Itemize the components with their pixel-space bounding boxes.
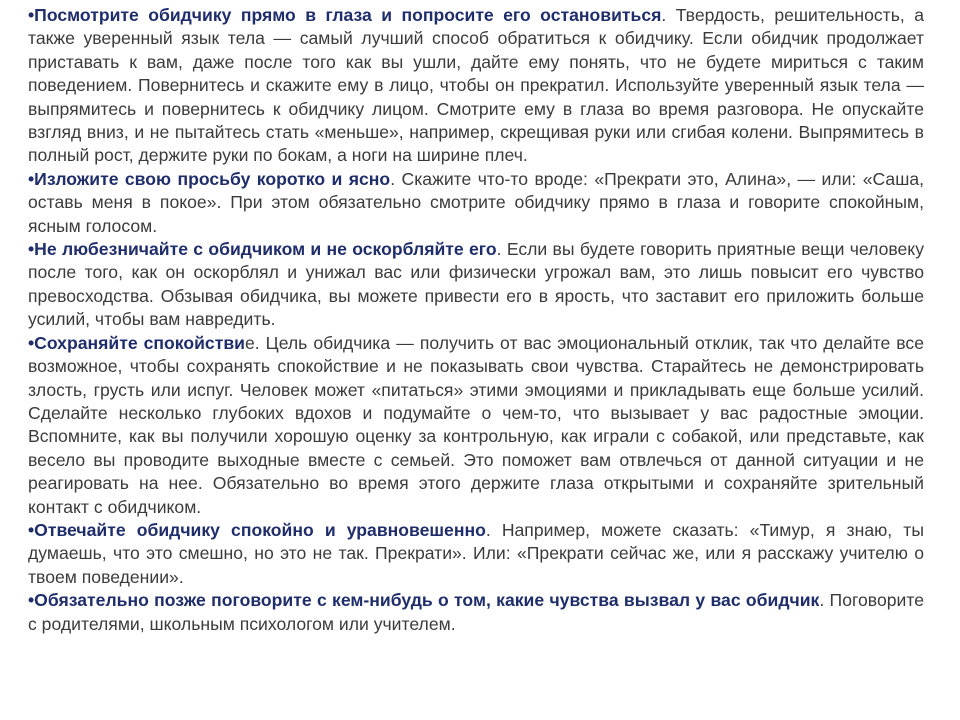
advice-item-6 xyxy=(28,589,924,636)
bullet-marker: • xyxy=(28,590,35,611)
bullet-marker: • xyxy=(28,5,35,25)
advice-heading: Не любезничайте с обидчиком и не оскорбляйте его xyxy=(34,239,497,260)
advice-heading-tail: е xyxy=(244,332,255,353)
advice-text: . Скажите что-то вроде: «Прекрати это, Алина», — или: «Саша, оставь меня в покое». При этом обязательно смотрите обидчику прямо в глаза и говорите спокойным, ясным голосом. xyxy=(28,168,924,236)
bullet-marker: • xyxy=(28,332,35,353)
advice-item-3 xyxy=(28,238,924,332)
advice-text: . Цель обидчика — получить от вас эмоциональный отклик, так что делайте все возможное, чтобы сохранять спокойствие и не показывать свои чувства. Старайтесь не демонстрировать злость, грусть или испуг. Человек может «питаться» этими эмоциями и прикладывать еще больше усилий. Сделайте несколько глубоких вдохов и подумайте о чем-то, что вызывает у вас радостные эмоции. Вспомните, как вы получили хорошую оценку за контрольную, как играли с собакой, или представьте, как весело вы проводите выходные вместе с семьей. Это поможет вам отвлечься от данной ситуации и не реагировать на нее. Обязательно во время этого держите глаза открытыми и сохраняйте зрительный контакт с обидчиком. xyxy=(28,332,924,517)
advice-text: . Твердость, решительность, а также уверенный язык тела — самый лучший способ обратиться к обидчику. Если обидчик продолжает приставать к вам, даже после того как вы ушли, дайте ему понять, что не будете мириться с таким поведением. Повернитесь и скажите ему в лицо, чтобы он прекратил. Используйте уверенный язык тела — выпрямитесь и повернитесь к обидчику лицом. Смотрите ему в глаза во время разговора. Не опускайте взгляд вниз, и не пытайтесь стать «меньше», например, скрещивая руки или сгибая колени. Выпрямитесь в полный рост, держите руки по бокам, а ноги на ширине плеч. xyxy=(28,5,924,166)
advice-heading: Отвечайте обидчику спокойно и уравновешенно xyxy=(34,519,486,540)
advice-item-4 xyxy=(28,332,924,519)
advice-text: . Если вы будете говорить приятные вещи человеку после того, как он оскорблял и унижал вас или физически угрожал вам, это лишь повысит его чувство превосходства. Обзывая обидчика, вы можете привести его в ярость, что заставит его приложить больше усилий, чтобы вам навредить. xyxy=(28,239,924,330)
bullet-marker: • xyxy=(28,519,35,540)
advice-heading: Сохраняйте спокойстви xyxy=(34,332,245,353)
advice-item-5 xyxy=(28,519,924,589)
advice-heading: Посмотрите обидчику прямо в глаза и попросите его остановиться xyxy=(34,5,662,25)
advice-text: . Поговорите с родителями, школьным психологом или учителем. xyxy=(28,590,924,634)
advice-heading: Обязательно позже поговорите с кем-нибудь о том, какие чувства вызвал у вас обидчик xyxy=(34,590,820,611)
advice-item-2 xyxy=(28,168,924,238)
advice-item-1 xyxy=(28,4,924,168)
advice-heading: Изложите свою просьбу коротко и ясно xyxy=(34,168,391,189)
bullet-marker: • xyxy=(28,239,35,260)
bullet-marker: • xyxy=(28,168,35,189)
advice-text: . Например, можете сказать: «Тимур, я знаю, ты думаешь, что это смешно, но это не так. Прекрати». Или: «Прекрати сейчас же, или я расскажу учителю о твоем поведении». xyxy=(28,519,924,587)
